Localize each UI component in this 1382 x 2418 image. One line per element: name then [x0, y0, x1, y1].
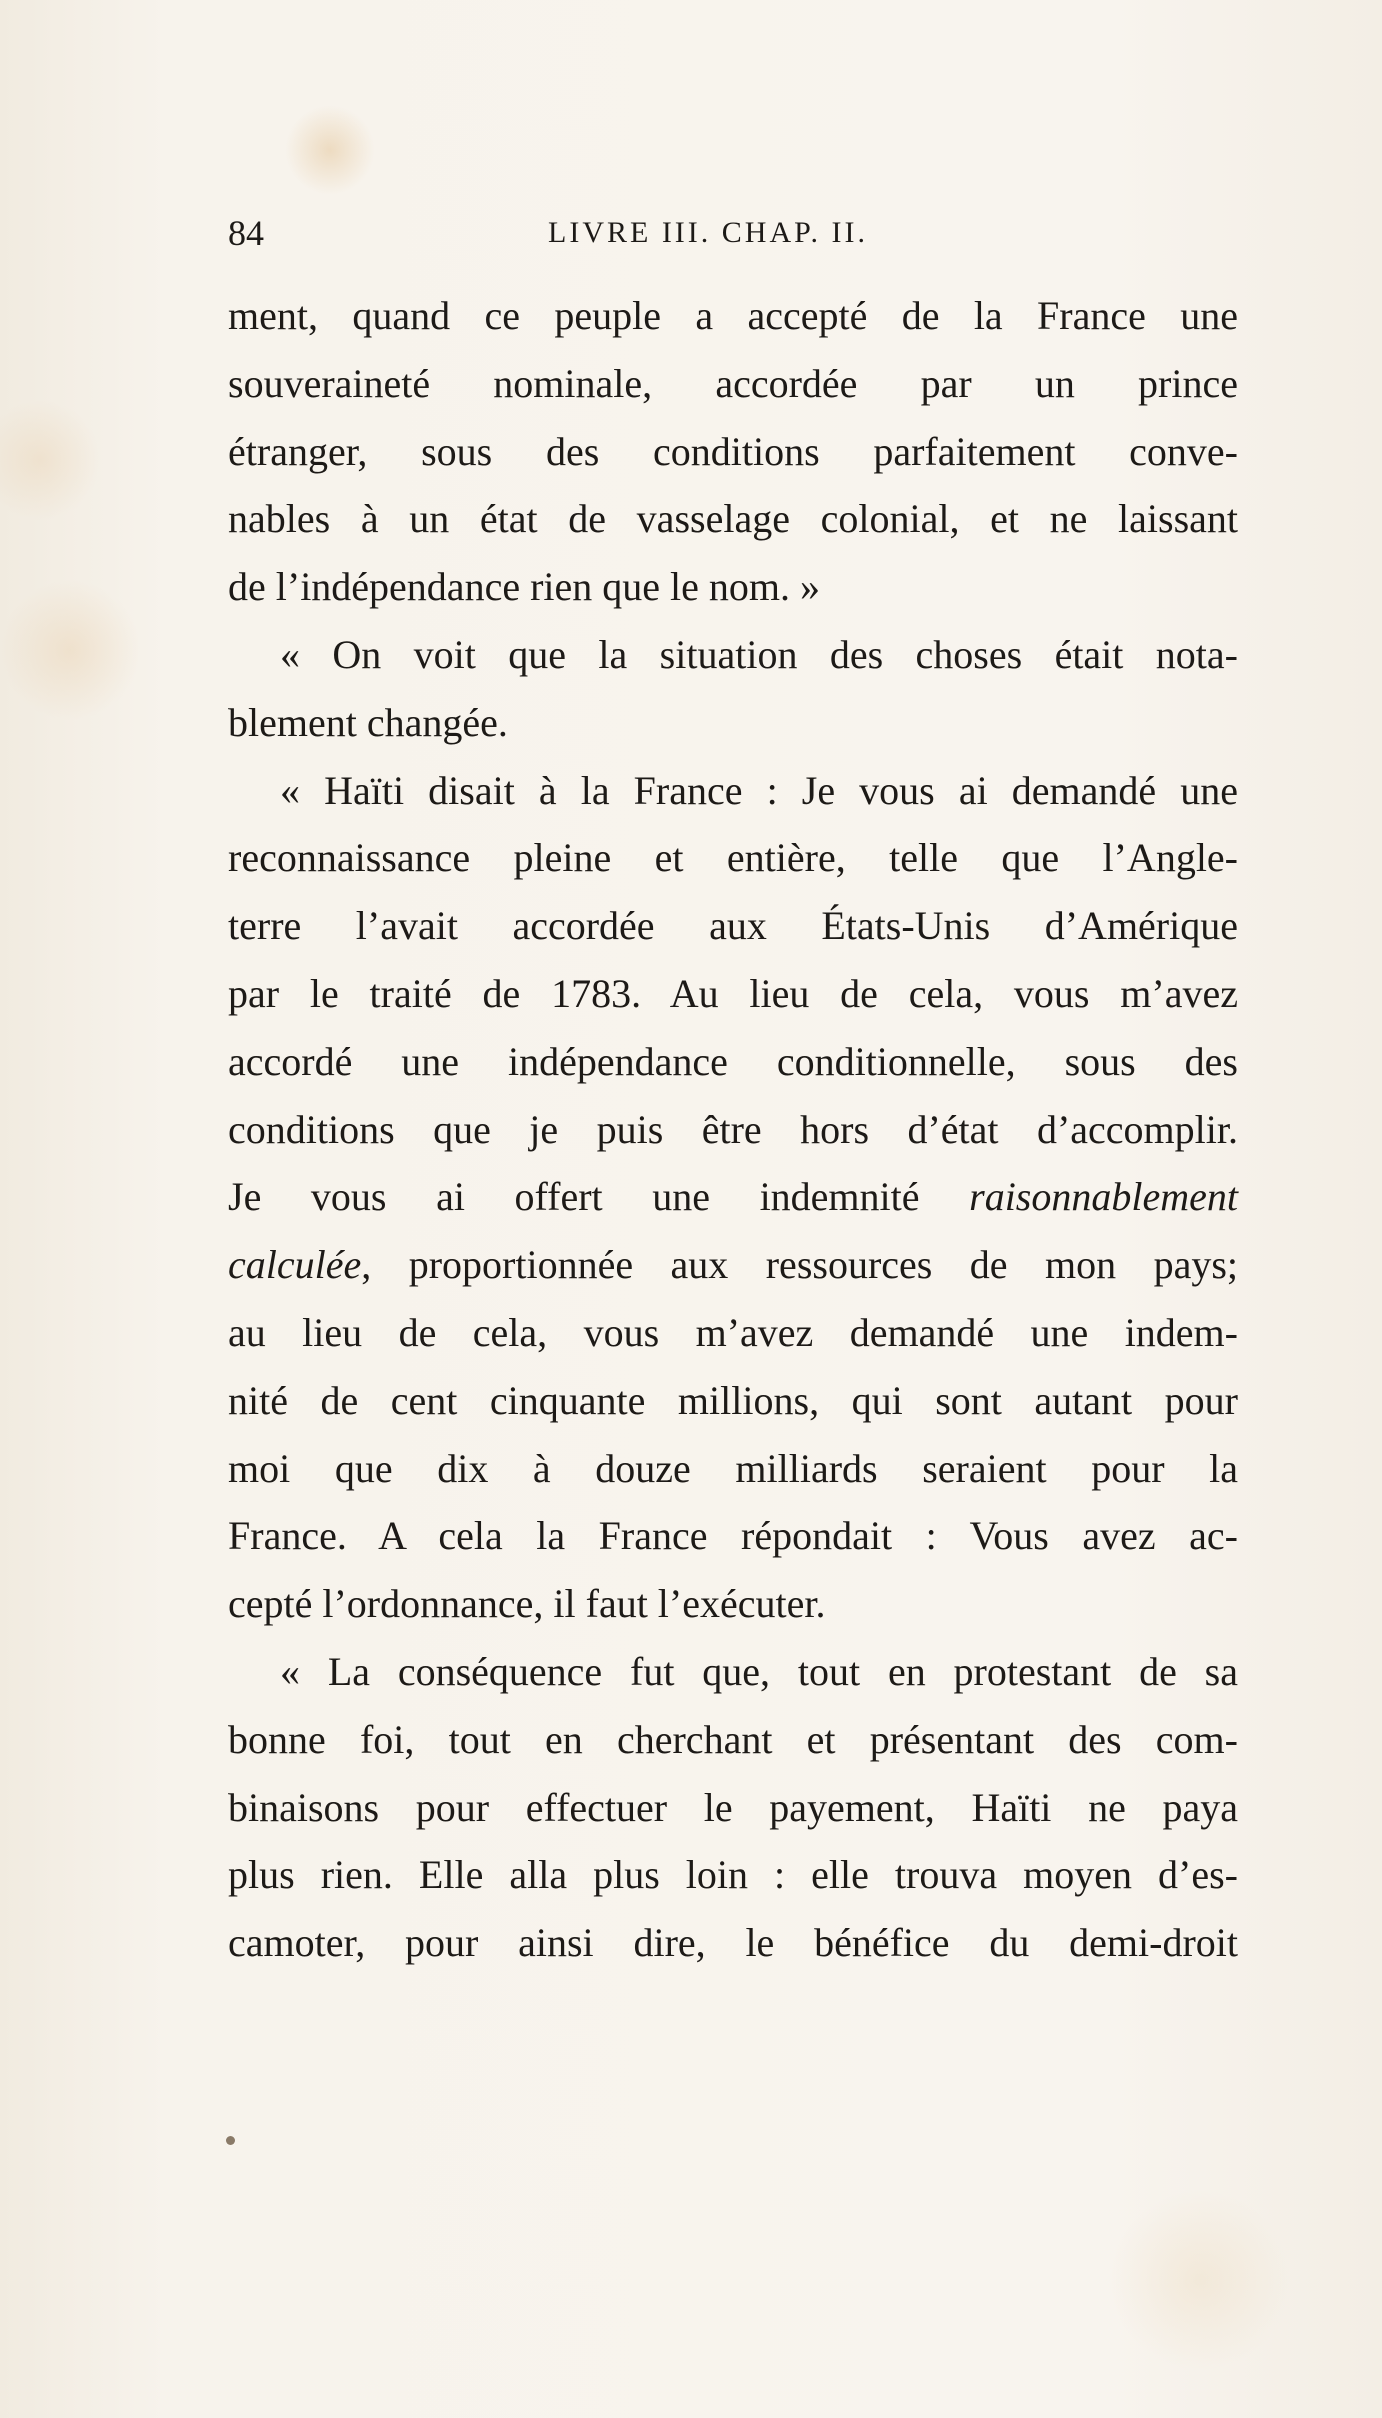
text-line: accordé une indépendance conditionnelle, sous des [228, 1038, 1238, 1084]
text-line: blement changée. [228, 699, 508, 745]
text-line-mixed [228, 1231, 1238, 1299]
text-line: terre l’avait accordée aux États-Unis d’Amérique [228, 903, 1238, 949]
text-line: « On voit que la situation des choses était nota- [280, 631, 1238, 677]
ink-speck [226, 2136, 235, 2145]
text-line: camoter, pour ainsi dire, le bénéfice du demi-droit [228, 1920, 1238, 1966]
page-number: 84 [228, 213, 264, 253]
text-line: par le traité de 1783. Au lieu de cela, vous m’avez [228, 970, 1238, 1016]
text-line: binaisons pour effectuer le payement, Haïti ne paya [228, 1784, 1238, 1830]
running-head: LIVRE III. CHAP. II. [548, 216, 868, 249]
text-segment: Je vous ai offert une indemnité [228, 1174, 920, 1220]
text-line: moi que dix à douze milliards seraient pour la [228, 1445, 1238, 1491]
italic-text: calculée [228, 1242, 362, 1288]
text-line: France. A cela la France répondait : Vous avez ac- [228, 1513, 1238, 1559]
text-line: reconnaissance pleine et entière, telle que l’Angle- [228, 835, 1238, 881]
text-line: étranger, sous des conditions parfaitement conve- [228, 428, 1238, 474]
body-text [228, 282, 1238, 1977]
text-line: souveraineté nominale, accordée par un prince [228, 360, 1238, 406]
italic-text: raisonnablement [969, 1174, 1238, 1220]
text-line: conditions que je puis être hors d’état d’accomplir. [228, 1106, 1238, 1152]
text-line-mixed [228, 1163, 1238, 1231]
text-line: « Haïti disait à la France : Je vous ai demandé une [280, 767, 1238, 813]
text-line: nité de cent cinquante millions, qui sont autant pour [228, 1377, 1238, 1423]
text-line: cepté l’ordonnance, il faut l’exécuter. [228, 1581, 826, 1627]
text-line: au lieu de cela, vous m’avez demandé une indem- [228, 1309, 1238, 1355]
text-segment: , proportionnée aux ressources de mon pays; [361, 1242, 1238, 1288]
text-line: bonne foi, tout en cherchant et présentant des com- [228, 1716, 1238, 1762]
text-line: de l’indépendance rien que le nom. » [228, 564, 820, 610]
text-line: plus rien. Elle alla plus loin : elle trouva moyen d’es- [228, 1852, 1238, 1898]
text-line: « La conséquence fut que, tout en protestant de sa [280, 1648, 1238, 1694]
text-line: nables à un état de vasselage colonial, et ne laissant [228, 496, 1238, 542]
page-header [228, 212, 1238, 264]
text-line: ment, quand ce peuple a accepté de la France une [228, 293, 1238, 338]
